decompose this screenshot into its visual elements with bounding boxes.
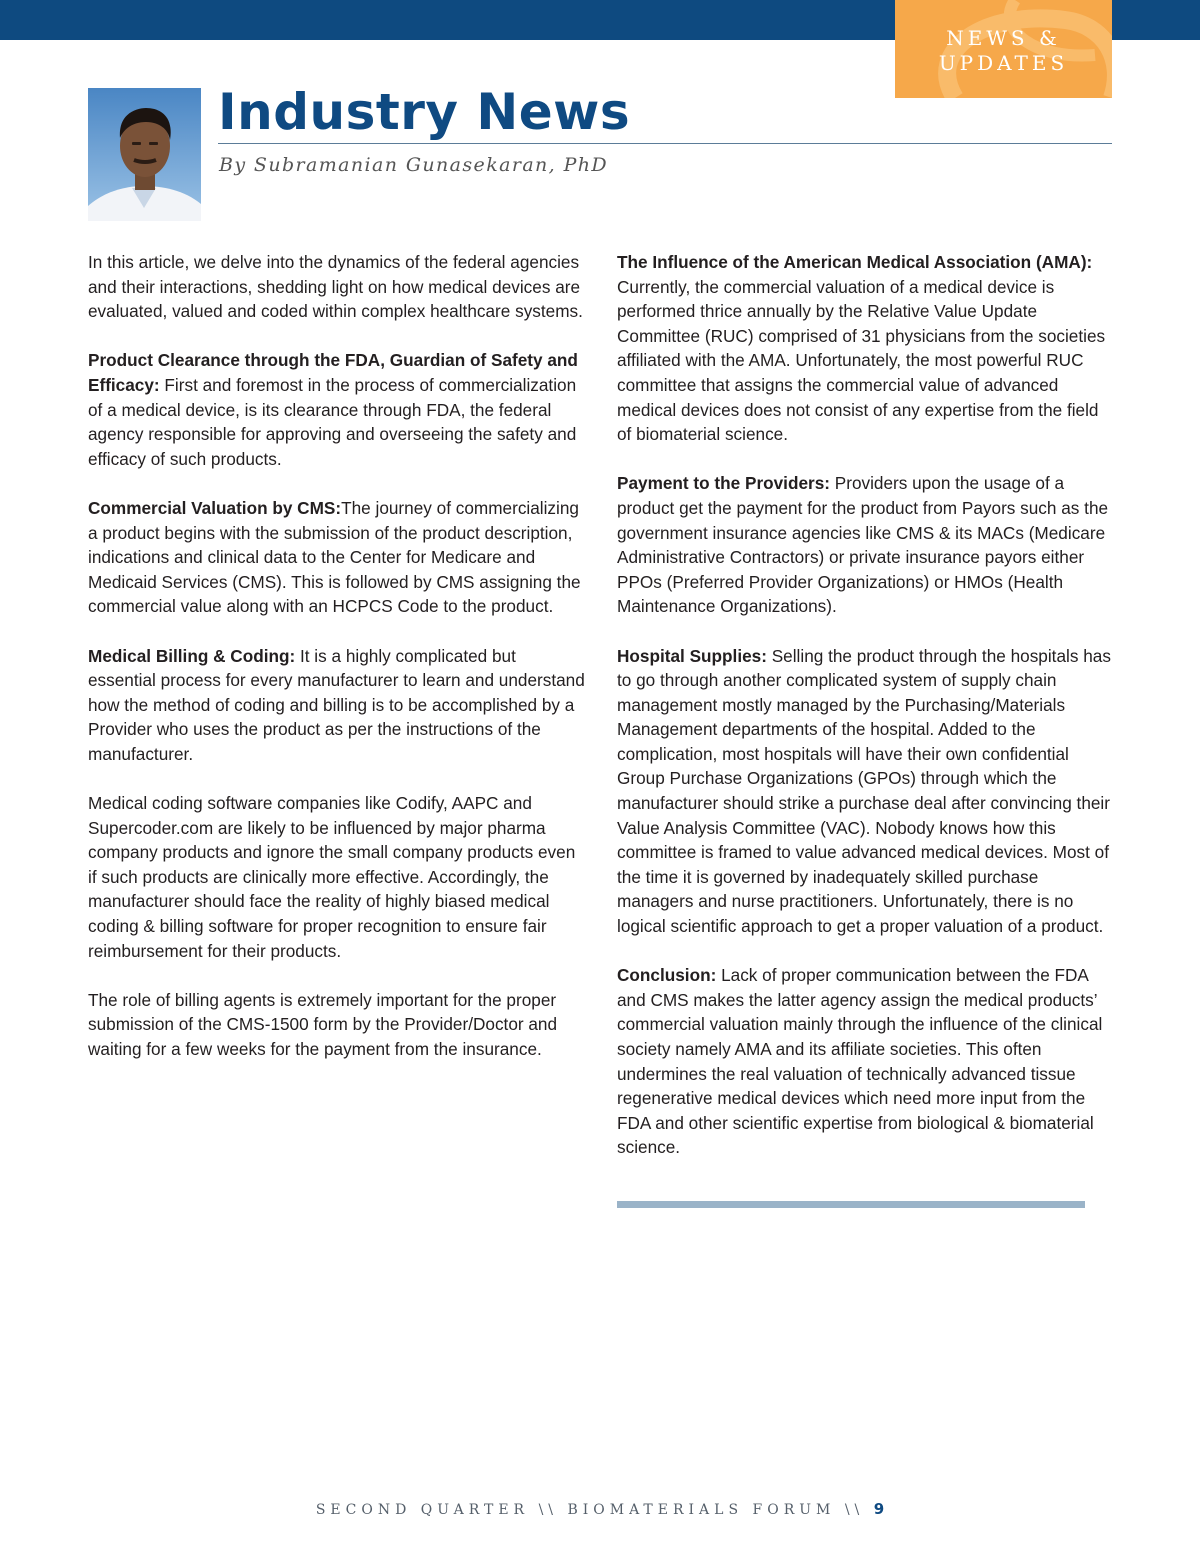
footer-separator: \\ <box>844 1502 865 1518</box>
paragraph-heading: Product Clearance through the FDA, Guardian of Safety and Efficacy: <box>88 350 578 395</box>
author-photo <box>88 88 201 221</box>
footer-separator: \\ <box>538 1502 558 1518</box>
article-paragraph: The Influence of the American Medical Association (AMA): Currently, the commercial valuation of a medical device is performed thrice annually by the Relative Value Update Committee (RUC) comprised of 31 physicians from the societies affiliated with the AMA. Unfortunately, the most powerful RUC committee that assigns the commercial value of advanced medical devices does not consist of any expertise from the field of biomaterial science. <box>617 252 1106 445</box>
footer-publication: BIOMATERIALS FORUM <box>567 1502 836 1518</box>
footer-issue: SECOND QUARTER <box>315 1502 530 1518</box>
section-tab-line2: UPDATES <box>938 51 1069 75</box>
article-paragraph: Medical coding software companies like Codify, AAPC and Supercoder.com are likely to be influenced by major pharma company products and ignore the small company products even if such products are clinically more effective. Accordingly, the manufacturer should face the reality of highly biased medical coding & billing software for proper recognition to ensure fair reimbursement for their products. <box>88 793 576 961</box>
page-number: 9 <box>873 1500 885 1518</box>
article-paragraph: Payment to the Providers: Providers upon the usage of a product get the payment for the product from Payors such as the government insurance agencies like CMS & its MACs (Medicare Administrative Contractors) or private insurance payors either PPOs (Preferred Provider Organizations) or HMOs (Health Maintenance Organizations). <box>617 473 1109 617</box>
article-paragraph: Medical Billing & Coding: It is a highly complicated but essential process for every manufacturer to learn and understand how the method of coding and billing is to be accomplished by a Provider who uses the product as per the instructions of the manufacturer. <box>88 645 585 764</box>
paragraph-heading: Hospital Supplies: <box>617 645 767 666</box>
paragraph-heading: The Influence of the American Medical Association (AMA): <box>617 252 1093 272</box>
article-paragraph: Conclusion: Lack of proper communication between the FDA and CMS makes the latter agency assign the medical products’ commercial valuation mainly through the influence of the clinical society namely AMA and its affiliate societies. This often undermines the real valuation of technically advanced tissue regenerative medical devices which need more input from the FDA and other scientific expertise from biological & biomaterial science. <box>617 965 1103 1158</box>
paragraph-heading: Conclusion: <box>617 965 717 986</box>
section-tab-label <box>895 26 1112 76</box>
page-footer <box>0 1500 1200 1518</box>
paragraph-heading: Commercial Valuation by CMS: <box>88 497 342 518</box>
article-paragraph: Product Clearance through the FDA, Guardian of Safety and Efficacy: First and foremost in the process of commercialization of a medical device, is its clearance through FDA, the federal agency responsible for approving and overseeing the safety and efficacy of such products. <box>88 350 578 469</box>
article-paragraph: In this article, we delve into the dynamics of the federal agencies and their interactions, shedding light on how medical devices are evaluated, valued and coded within complex healthcare systems. <box>88 252 583 322</box>
section-tab <box>895 0 1112 98</box>
right-column <box>617 250 1117 1185</box>
article-paragraph: Hospital Supplies: Selling the product through the hospitals has to go through another complicated system of supply chain management mostly managed by the Purchasing/Materials Management departments of the hospital. Added to the complication, most hospitals will have their own confidential Group Purchase Organizations (GPOs) through which the manufacturer should strike a purchase deal after convincing their Value Analysis Committee (VAC). Nobody knows how this committee is framed to value advanced medical devices. Most of the time it is governed by inadequately skilled purchase managers and nurse practitioners. Unfortunately, there is no logical scientific approach to get a proper valuation of a product. <box>617 645 1111 937</box>
title-rule <box>218 143 1112 144</box>
article-end-bar <box>617 1201 1085 1208</box>
section-tab-line1: NEWS & <box>946 26 1061 50</box>
left-column <box>88 250 588 1086</box>
page-title: Industry News <box>218 83 631 141</box>
article-paragraph: Commercial Valuation by CMS:The journey of commercializing a product begins with the submission of the product description, indications and clinical data to the Center for Medicare and Medicaid Services (CMS). This is followed by CMS assigning the commercial value along with an HCPCS Code to the product. <box>88 497 581 617</box>
author-byline: By Subramanian Gunasekaran, PhD <box>219 154 609 176</box>
paragraph-heading: Payment to the Providers: <box>617 473 830 494</box>
article-paragraph: The role of billing agents is extremely important for the proper submission of the CMS-1500 form by the Provider/Doctor and waiting for a few weeks for the payment from the insurance. <box>88 989 558 1059</box>
paragraph-heading: Medical Billing & Coding: <box>88 645 296 666</box>
